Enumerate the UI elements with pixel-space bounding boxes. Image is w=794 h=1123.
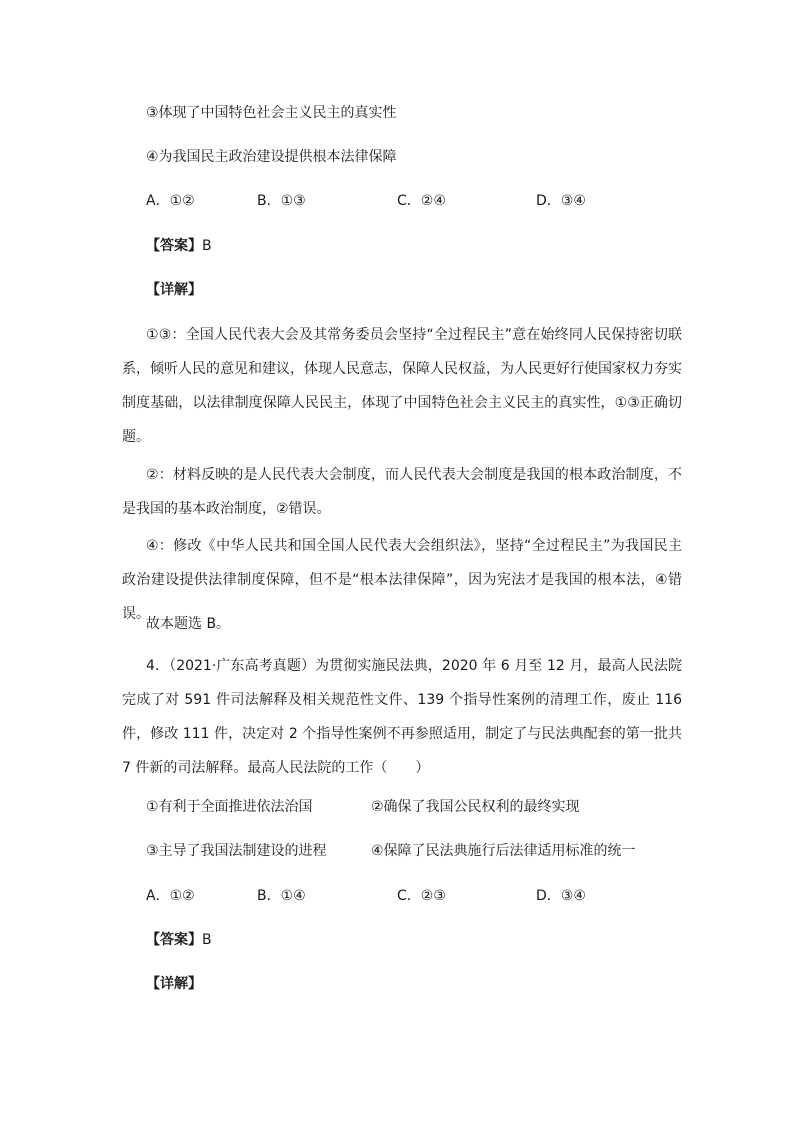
q4-option-c: C．②③ — [397, 888, 446, 904]
q3-conclusion: 故本题选 B。 — [146, 616, 231, 632]
q4-option-b: B．①④ — [257, 888, 306, 904]
q3-item-4: ④为我国民主政治建设提供根本法律保障 — [146, 149, 397, 165]
q4-answer — [146, 930, 212, 950]
q3-option-d: D．③④ — [536, 193, 586, 209]
q3-explanation-1: ①③：全国人民代表大会及其常务委员会坚持“全过程民主”意在始终同人民保持密切联系，倾听人民的意见和建议，体现人民意志，保障人民权益，为人民更好行使国家权力夯实制度基础，以法律制度保障人民民主，体现了中国特色社会主义民主的真实性，①③正确切题。 — [122, 327, 682, 445]
q3-explanation-3: ④：修改《中华人民共和国全国人民代表大会组织法》，坚持“全过程民主”为我国民主政治建设提供法律制度保障，但不是“根本法律保障”，因为宪法才是我国的根本法，④错误。 — [122, 538, 682, 622]
q3-option-b: B．①③ — [257, 193, 306, 209]
q4-option-a: A．①② — [146, 888, 195, 904]
q3-detail-label: 【详解】 — [146, 282, 202, 298]
q4-item-3: ③主导了我国法制建设的进程 — [146, 843, 327, 859]
answer-value: B — [202, 932, 212, 948]
q3-answer — [146, 236, 212, 256]
answer-label: 【答案】 — [146, 932, 202, 948]
answer-label: 【答案】 — [146, 238, 202, 254]
q3-item-3: ③体现了中国特色社会主义民主的真实性 — [146, 105, 397, 121]
q4-item-2: ②确保了我国公民权利的最终实现 — [371, 799, 580, 815]
q3-explanation-2: ②：材料反映的是人民代表大会制度，而人民代表大会制度是我国的根本政治制度，不是我国的基本政治制度，②错误。 — [122, 467, 682, 517]
q3-option-c: C．②④ — [397, 193, 446, 209]
answer-value: B — [202, 238, 212, 254]
q4-item-1: ①有利于全面推进依法治国 — [146, 799, 313, 815]
q4-stem: 4．（2021·广东高考真题）为贯彻实施民法典，2020 年 6 月至 12 月，最高人民法院完成了对 591 件司法解释及相关规范性文件、139 个指导性案例的清理工作，废止 116 件，修改 111 件，决定对 2 个指导性案例不再参照适用，制定了与民法典配套的第一批共 7 件新的司法解释。最高人民法院的工作（ ） — [122, 658, 682, 776]
q4-item-4: ④保障了民法典施行后法律适用标准的统一 — [371, 843, 636, 859]
q4-detail-label: 【详解】 — [146, 976, 202, 992]
q3-option-a: A．①② — [146, 193, 195, 209]
q4-option-d: D．③④ — [536, 888, 586, 904]
